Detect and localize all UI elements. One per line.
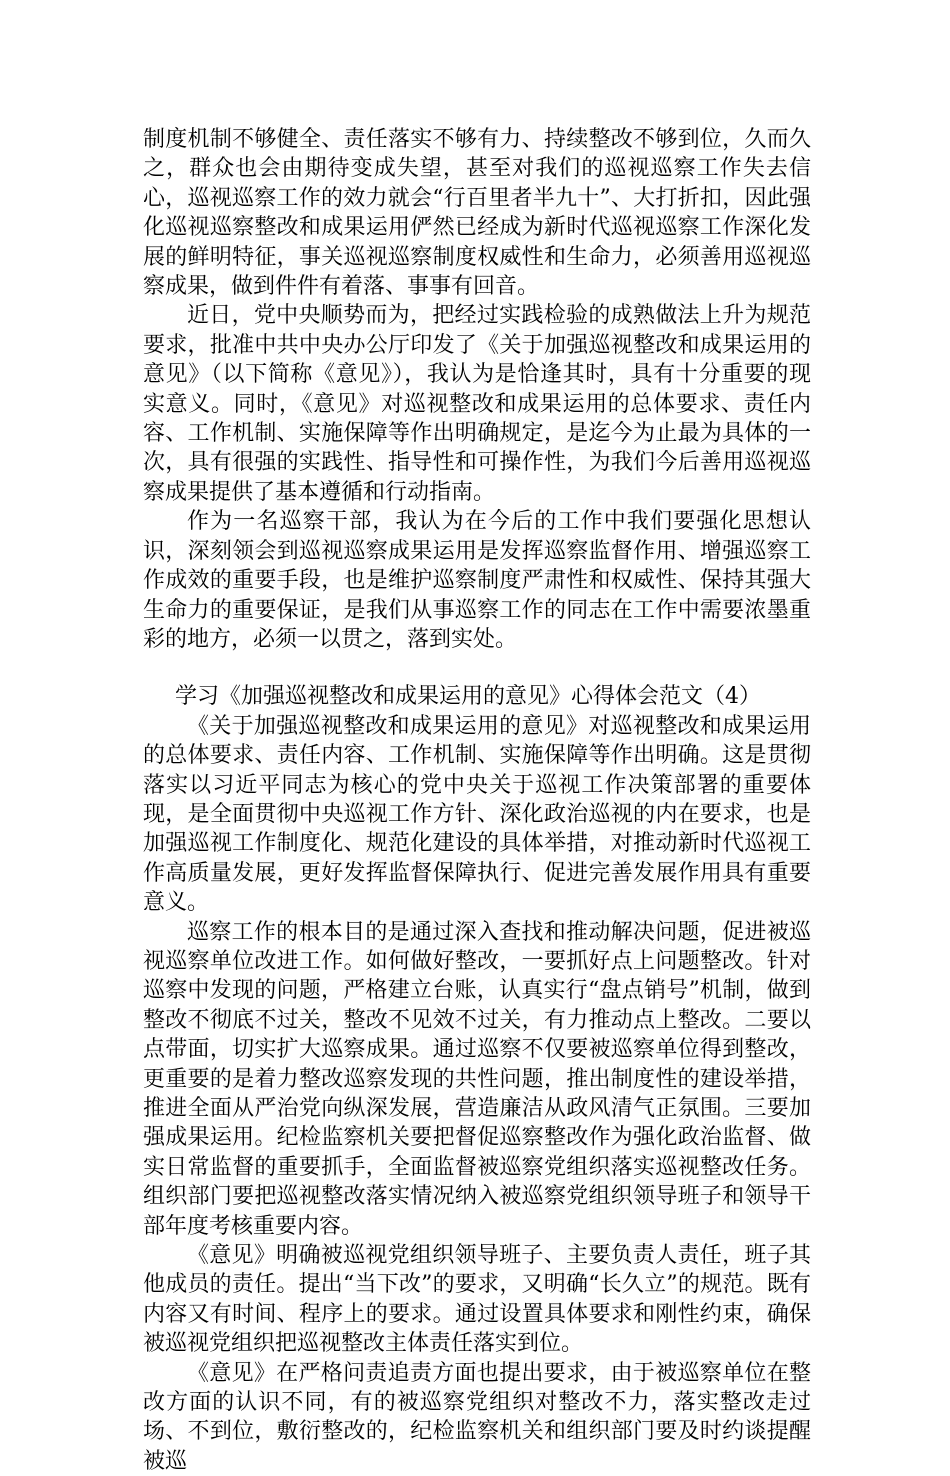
section-gap: [143, 654, 811, 682]
section-title: 学习《加强巡视整改和成果运用的意见》心得体会范文（4）: [175, 684, 761, 710]
paragraph-7: 《意见》在严格问责追责方面也提出要求，由于被巡察单位在整改方面的认识不同，有的被巡察党组织对整改不力，落实整改走过场、不到位，敷衍整改的，纪检监察机关和组织部门要及时约谈提醒被巡: [143, 1360, 811, 1474]
paragraph-3: 作为一名巡察干部，我认为在今后的工作中我们要强化思想认识，深刻领会到巡视巡察成果运用是发挥巡察监督作用、增强巡察工作成效的重要手段，也是维护巡察制度严肃性和权威性、保持其强大生命力的重要保证，是我们从事巡察工作的同志在工作中需要浓墨重彩的地方，必须一以贯之，落到实处。: [143, 509, 811, 652]
paragraph-6: 《意见》明确被巡视党组织领导班子、主要负责人责任，班子其他成员的责任。提出“当下改”的要求，又明确“长久立”的规范。既有内容又有时间、程序上的要求。通过设置具体要求和刚性约束，确保被巡视党组织把巡视整改主体责任落实到位。: [143, 1243, 811, 1357]
paragraph-5: 巡察工作的根本目的是通过深入查找和推动解决问题，促进被巡视巡察单位改进工作。如何做好整改，一要抓好点上问题整改。针对巡察中发现的问题，严格建立台账，认真实行“盘点销号”机制，做到整改不彻底不过关，整改不见效不过关，有力推动点上整改。二要以点带面，切实扩大巡察成果。通过巡察不仅要被巡察单位得到整改，更重要的是着力整改巡察发现的共性问题，推出制度性的建设举措，推进全面从严治党向纵深发展，营造廉洁从政风清气正氛围。三要加强成果运用。纪检监察机关要把督促巡察整改作为强化政治监督、做实日常监督的重要抓手，全面监督被巡察党组织落实巡视整改任务。组织部门要把巡视整改落实情况纳入被巡察党组织领导班子和领导干部年度考核重要内容。: [143, 919, 811, 1239]
paragraph-2: 近日，党中央顺势而为，把经过实践检验的成熟做法上升为规范要求，批准中共中央办公厅印发了《关于加强巡视整改和成果运用的意见》（以下简称《意见》），我认为是恰逢其时，具有十分重要的现实意义。同时，《意见》对巡视整改和成果运用的总体要求、责任内容、工作机制、实施保障等作出明确规定，是迄今为止最为具体的一次，具有很强的实践性、指导性和可操作性，为我们今后善用巡视巡察成果提供了基本遵循和行动指南。: [143, 303, 811, 505]
paragraph-4: 《关于加强巡视整改和成果运用的意见》对巡视整改和成果运用的总体要求、责任内容、工作机制、实施保障等作出明确。这是贯彻落实以习近平同志为核心的党中央关于巡视工作决策部署的重要体现，是全面贯彻中央巡视工作方针、深化政治巡视的内在要求，也是加强巡视工作制度化、规范化建设的具体举措，对推动新时代巡视工作高质量发展，更好发挥监督保障执行、促进完善发展作用具有重要意义。: [143, 713, 811, 916]
document-page: [143, 125, 811, 1476]
paragraph-1: 制度机制不够健全、责任落实不够有力、持续整改不够到位，久而久之，群众也会由期待变成失望，甚至对我们的巡视巡察工作失去信心，巡视巡察工作的效力就会“行百里者半九十”、大打折扣，因此强化巡视巡察整改和成果运用俨然已经成为新时代巡视巡察工作深化发展的鲜明特征，事关巡视巡察制度权威性和生命力，必须善用巡视巡察成果，做到件件有着落、事事有回音。: [143, 127, 811, 300]
